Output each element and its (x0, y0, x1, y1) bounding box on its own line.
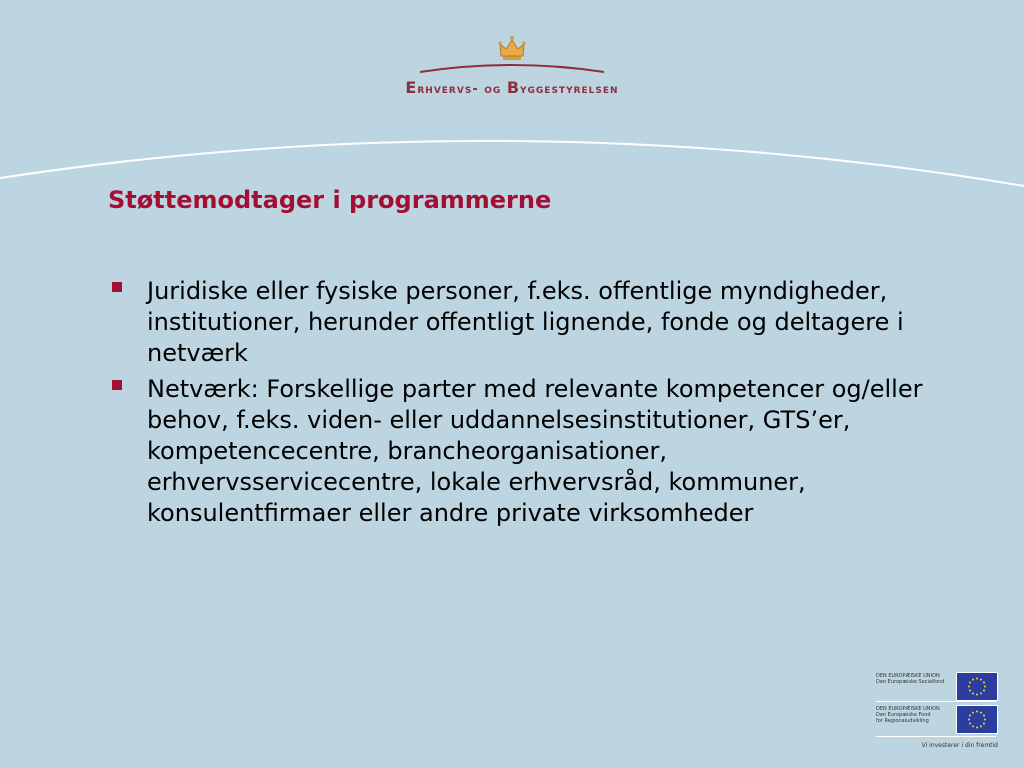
eu-slogan: Vi investerer i din fremtid (921, 742, 998, 749)
bullet-text: Netværk: Forskellige parter med relevante kompetencer og/eller behov, f.eks. viden- eller uddannelsesinstitutioner, GTS’er, kompetencecentre, brancheorganisationer, erhvervsservicecentre, lokale erhvervsråd, kommuner, konsulentfirmaer eller andre private virksomheder (147, 375, 923, 527)
eu-logo-line: DEN EUROPÆISKE UNION (876, 706, 940, 712)
agency-name (0, 78, 1024, 97)
agency-initial-1: E (405, 78, 418, 97)
slide-header (0, 0, 1024, 200)
eu-logo-line: DEN EUROPÆISKE UNION (876, 673, 940, 679)
bullet-square-icon (112, 380, 122, 390)
eu-logo-divider (876, 701, 996, 702)
royal-crown-icon (496, 34, 528, 64)
slide-title: Støttemodtager i programmerne (108, 186, 552, 214)
eu-logo-line: for Regionaludvikling (876, 718, 929, 724)
eu-logos (872, 670, 1002, 760)
eu-regional-fund-logo (872, 703, 1002, 733)
eu-flag-icon (956, 672, 998, 701)
agency-initial-2: B (506, 78, 521, 97)
bullet-text: Juridiske eller fysiske personer, f.eks. offentlige myndigheder, institutioner, herunder offentligt lignende, fonde og deltagere i netværk (147, 277, 904, 367)
eu-logo-text (876, 673, 944, 685)
header-arc-lines (0, 0, 1024, 200)
eu-social-fund-logo (872, 670, 1002, 700)
eu-logo-divider (876, 736, 996, 737)
eu-logo-text (876, 706, 940, 724)
eu-logo-line: Den Europæiske Fond (876, 712, 931, 718)
eu-flag-icon (956, 705, 998, 734)
bullet-square-icon (112, 282, 122, 292)
agency-word-2: yggestyrelsen (520, 82, 619, 97)
bullet-list (108, 276, 928, 534)
bullet-item (108, 276, 928, 369)
bullet-item (108, 374, 928, 529)
eu-logo-line: Den Europæiske Socialfond (876, 679, 945, 685)
agency-word-1: rhvervs- og (417, 82, 507, 97)
